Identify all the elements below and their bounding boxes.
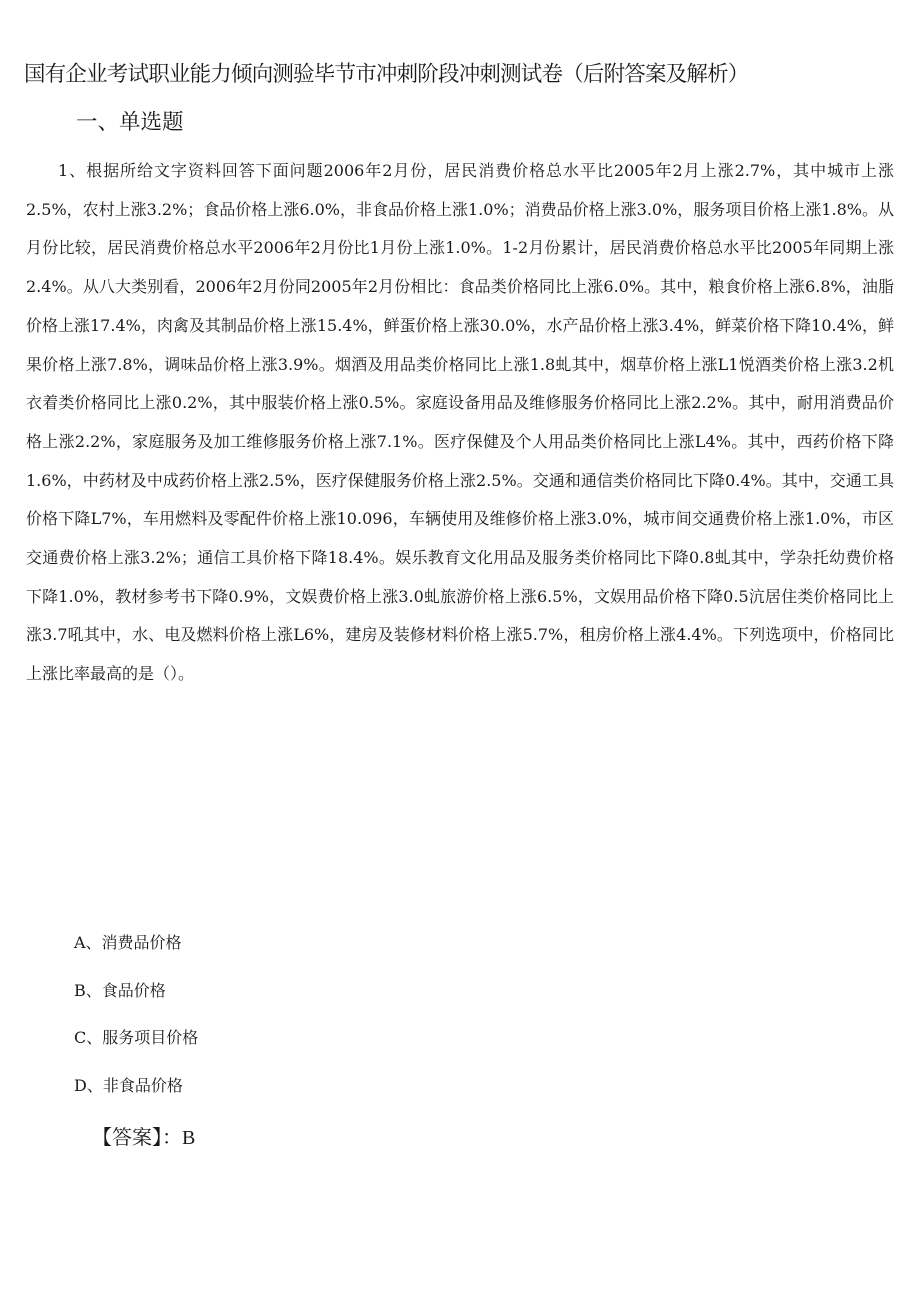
option-d[interactable]: D、非食品价格 [74,1076,183,1096]
question-text: 1、根据所给文字资料回答下面问题2006年2月份，居民消费价格总水平比2005年2月上涨2.7%，其中城市上涨2.5%，农村上涨3.2%；食品价格上涨6.0%，非食品价格上涨1.0%；消费品价格上涨3.0%，服务项目价格上涨1.8%。从月份比较，居民消费价格总水平2006年2月份比1月份上涨1.0%。1-2月份累计，居民消费价格总水平比2005年同期上涨2.4%。从八大类别看，2006年2月份同2005年2月份相比：食品类价格同比上涨6.0%。其中，粮食价格上涨6.8%，油脂价格上涨17.4%，肉禽及其制品价格上涨15.4%，鲜蛋价格上涨30.0%，水产品价格上涨3.4%，鲜菜价格下降10.4%，鲜果价格上涨7.8%，调味品价格上涨3.9%。烟酒及用品类价格同比上涨1.8虬其中，烟草价格上涨L1悦酒类价格上涨3.2机衣着类价格同比上涨0.2%，其中服装价格上涨0.5%。家庭设备用品及维修服务价格同比上涨2.2%。其中，耐用消费品价格上涨2.2%，家庭服务及加工维修服务价格上涨7.1%。医疗保健及个人用品类价格同比上涨L4%。其中，西药价格下降1.6%，中药材及中成药价格上涨2.5%，医疗保健服务价格上涨2.5%。交通和通信类价格同比下降0.4%。其中，交通工具价格下降L7%，车用燃料及零配件价格上涨10.096，车辆使用及维修价格上涨3.0%，城市间交通费价格上涨1.0%，市区交通费价格上涨3.2%；通信工具价格下降18.4%。娱乐教育文化用品及服务类价格同比下降0.8虬其中，学杂托幼费价格下降1.0%，教材参考书下降0.9%，文娱费价格上涨3.0虬旅游价格上涨6.5%，文娱用品价格下降0.5沆居住类价格同比上涨3.7吼其中，水、电及燃料价格上涨L6%，建房及装修材料价格上涨5.7%，租房价格上涨4.4%。下列选项中，价格同比上涨比率最高的是（）。 [26,161,894,684]
answer-value: B [182,1127,196,1149]
answer-options [74,924,198,1115]
option-b[interactable]: B、食品价格 [74,980,166,1000]
answer-label: 【答案】： [92,1125,182,1149]
section-heading: 一、单选题 [76,110,184,135]
option-a[interactable]: A、消费品价格 [74,933,182,952]
answer-line [92,1120,195,1155]
option-c[interactable]: C、服务项目价格 [74,1028,199,1048]
document-title: 国有企业考试职业能力倾向测验毕节市冲刺阶段冲刺测试卷（后附答案及解析） [24,62,749,87]
